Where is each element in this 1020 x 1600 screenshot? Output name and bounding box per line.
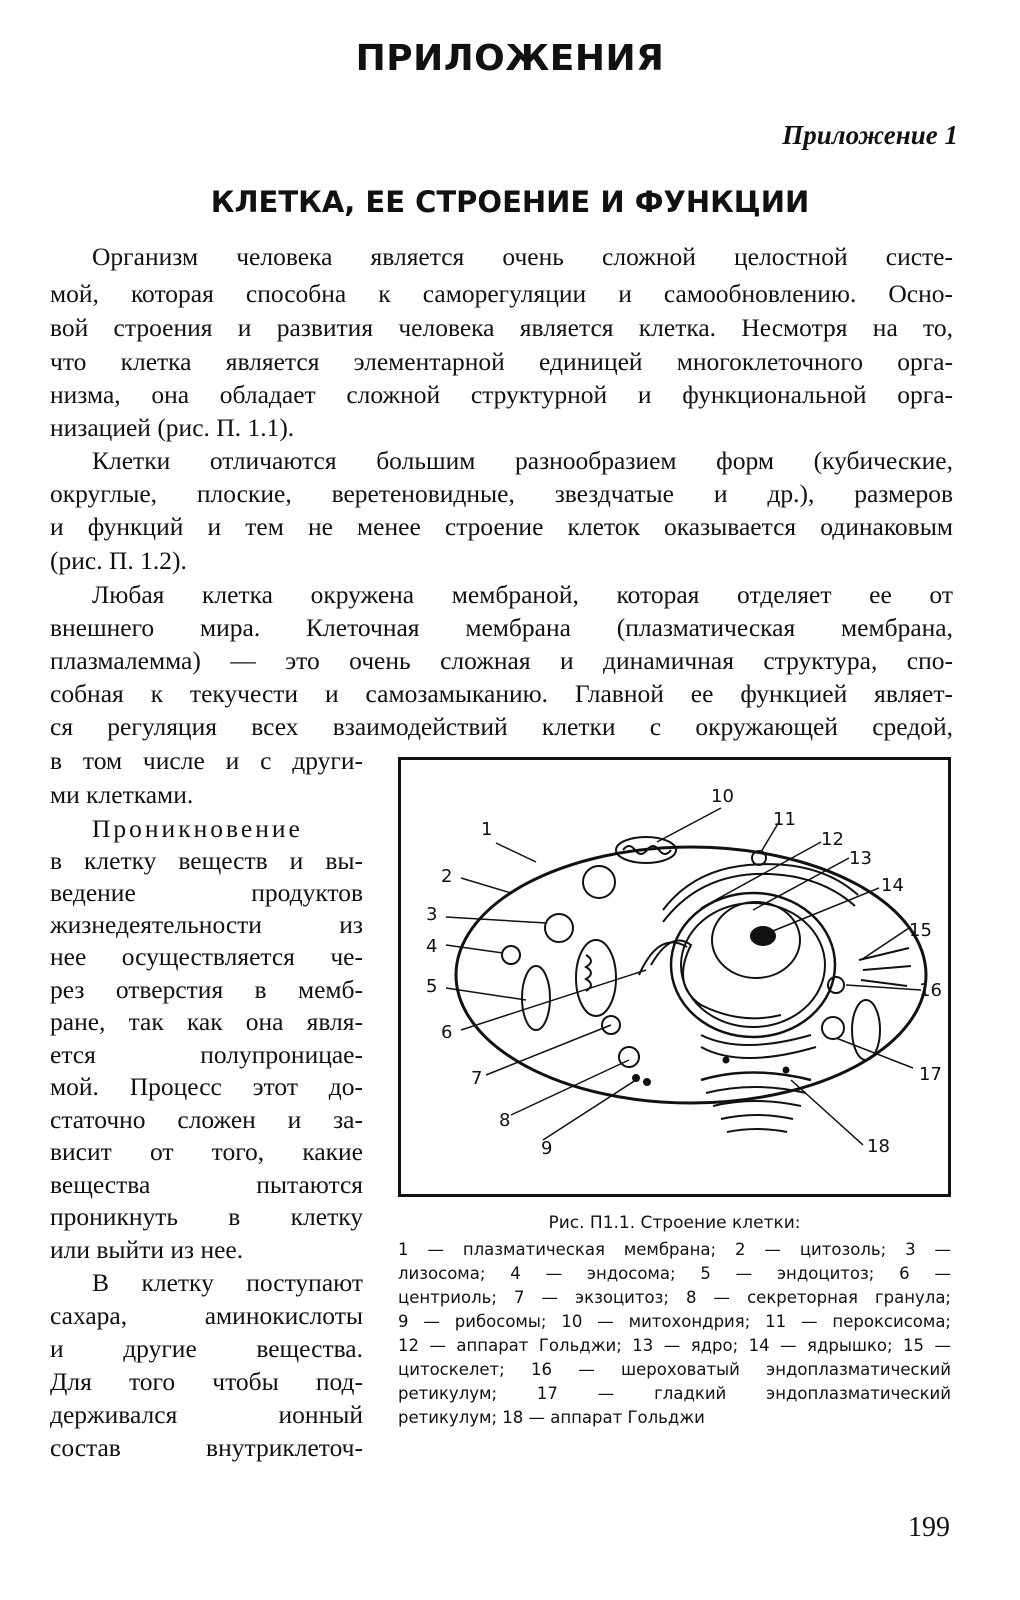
figure-label-16: 16 — [919, 980, 942, 1001]
paragraph-2-line: и функций и тем не менее строение клеток оказывается одинаковым — [50, 512, 953, 541]
figure-label-7: 7 — [471, 1068, 483, 1089]
figure-caption-line: 9 — рибосомы; 10 — митохондрия; 11 — пероксисома; — [398, 1312, 951, 1331]
figure-label-6: 6 — [441, 1022, 453, 1043]
paragraph-4-line: ведение продуктов — [50, 878, 363, 907]
paragraph-4-line: ется полупроницае- — [50, 1040, 363, 1069]
paragraph-4-line: нее осуществляется че- — [50, 942, 363, 971]
paragraph-2-line: округлые, плоские, веретеновидные, звездчатые и др.), размеров — [50, 479, 953, 508]
paragraph-4-line: или выйти из нее. — [50, 1235, 244, 1264]
figure-label-11: 11 — [773, 809, 796, 830]
figure-label-12: 12 — [821, 829, 844, 850]
paragraph-1-line: мой, которая способна к саморегуляции и самообновлению. Осно- — [50, 279, 953, 308]
paragraph-1-line: вой строения и развития человека является клетка. Несмотря на то, — [50, 313, 953, 342]
figure-caption-line: лизосома; 4 — эндосома; 5 — эндоцитоз; 6 — — [398, 1264, 951, 1283]
figure-caption-line: 1 — плазматическая мембрана; 2 — цитозоль; 3 — — [398, 1240, 951, 1259]
paragraph-4-line: рез отверстия в мемб- — [50, 975, 363, 1004]
paragraph-3-line: в том числе и с други- — [50, 746, 363, 775]
paragraph-1-line: что клетка является элементарной единицей многоклеточного орга- — [50, 347, 953, 376]
paragraph-5-line: состав внутриклеточ- — [50, 1433, 363, 1462]
figure-caption-line: цитоскелет; 16 — шероховатый эндоплазматический — [398, 1360, 951, 1379]
paragraph-5-line: сахара, аминокислоты — [50, 1301, 363, 1330]
paragraph-4-line: жизнедеятельности из — [50, 910, 363, 939]
figure-label-10: 10 — [711, 786, 734, 807]
cell-figure — [398, 757, 951, 1197]
cell-diagram — [401, 760, 948, 1194]
paragraph-5-line: и другие вещества. — [50, 1334, 363, 1363]
paragraph-4-line: в клетку веществ и вы- — [50, 846, 363, 875]
mitochondrion-shape — [522, 966, 550, 1030]
appendix-label: Приложение 1 — [782, 120, 958, 150]
paragraph-5-line: В клетку поступают — [92, 1268, 363, 1297]
golgi-shape — [701, 1073, 811, 1081]
figure-label-18: 18 — [867, 1136, 890, 1157]
figure-label-2: 2 — [441, 866, 453, 887]
paragraph-3-line: Любая клетка окружена мембраной, которая отделяет ее от — [92, 580, 953, 609]
paragraph-4-line: проникнуть в клетку — [50, 1202, 363, 1231]
chapter-title: КЛЕТКА, ЕЕ СТРОЕНИЕ И ФУНКЦИИ — [210, 185, 810, 219]
figure-caption-title: Рис. П1.1. Строение клетки: — [548, 1213, 801, 1233]
paragraph-1-line: низма, она обладает сложной структурной и функциональной орга- — [50, 380, 953, 409]
figure-label-17: 17 — [919, 1064, 942, 1085]
figure-label-4: 4 — [426, 936, 438, 957]
paragraph-4-line: мой. Процесс этот до- — [50, 1072, 363, 1101]
paragraph-4-line: статочно сложен и за- — [50, 1105, 363, 1134]
figure-caption-line: ретикулум; 18 — аппарат Гольджи — [398, 1408, 705, 1427]
paragraph-4-line: Проникновение — [92, 814, 303, 843]
paragraph-2-line: Клетки отличаются большим разнообразием форм (кубические, — [92, 446, 953, 475]
paragraph-3-line: ся регуляция всех взаимодействий клетки с окружающей средой, — [50, 712, 953, 741]
figure-label-8: 8 — [499, 1110, 511, 1131]
figure-label-3: 3 — [426, 904, 438, 925]
paragraph-3-line: ми клетками. — [50, 780, 194, 809]
mitochondrion-shape — [852, 1000, 880, 1060]
paragraph-3-line: собная к текучести и самозамыканию. Главной ее функцией являет- — [50, 679, 953, 708]
page-number: 199 — [908, 1512, 950, 1543]
figure-label-5: 5 — [426, 976, 438, 997]
paragraph-5-line: Для того чтобы под- — [50, 1367, 363, 1396]
figure-label-9: 9 — [541, 1138, 553, 1159]
paragraph-3-line: плазмалемма) — это очень сложная и динамичная структура, спо- — [50, 646, 953, 675]
figure-label-14: 14 — [881, 875, 904, 896]
figure-caption-line: ретикулум; 17 — гладкий эндоплазматический — [398, 1384, 951, 1403]
paragraph-5-line: держивался ионный — [50, 1400, 363, 1429]
figure-label-15: 15 — [909, 920, 932, 941]
section-title: ПРИЛОЖЕНИЯ — [355, 38, 665, 79]
figure-caption-line: 12 — аппарат Гольджи; 13 — ядро; 14 — ядрышко; 15 — — [398, 1336, 951, 1355]
nucleus-shape — [671, 893, 835, 1037]
paragraph-2-line: (рис. П. 1.2). — [50, 546, 187, 575]
paragraph-4-line: вещества пытаются — [50, 1170, 363, 1199]
figure-label-13: 13 — [849, 848, 872, 869]
paragraph-3-line: внешнего мира. Клеточная мембрана (плазматическая мембрана, — [50, 613, 953, 642]
paragraph-4-line: ране, так как она явля- — [50, 1007, 363, 1036]
figure-caption-line: центриоль; 7 — экзоцитоз; 8 — секреторная гранула; — [398, 1288, 951, 1307]
paragraph-1-line: Организм человека является очень сложной целостной систе- — [92, 242, 953, 271]
paragraph-4-line: висит от того, какие — [50, 1137, 363, 1166]
figure-label-1: 1 — [481, 819, 493, 840]
mitochondrion-shape — [576, 940, 616, 1016]
paragraph-1-line: низацией (рис. П. 1.1). — [50, 413, 295, 442]
lysosome-shape — [545, 914, 573, 942]
